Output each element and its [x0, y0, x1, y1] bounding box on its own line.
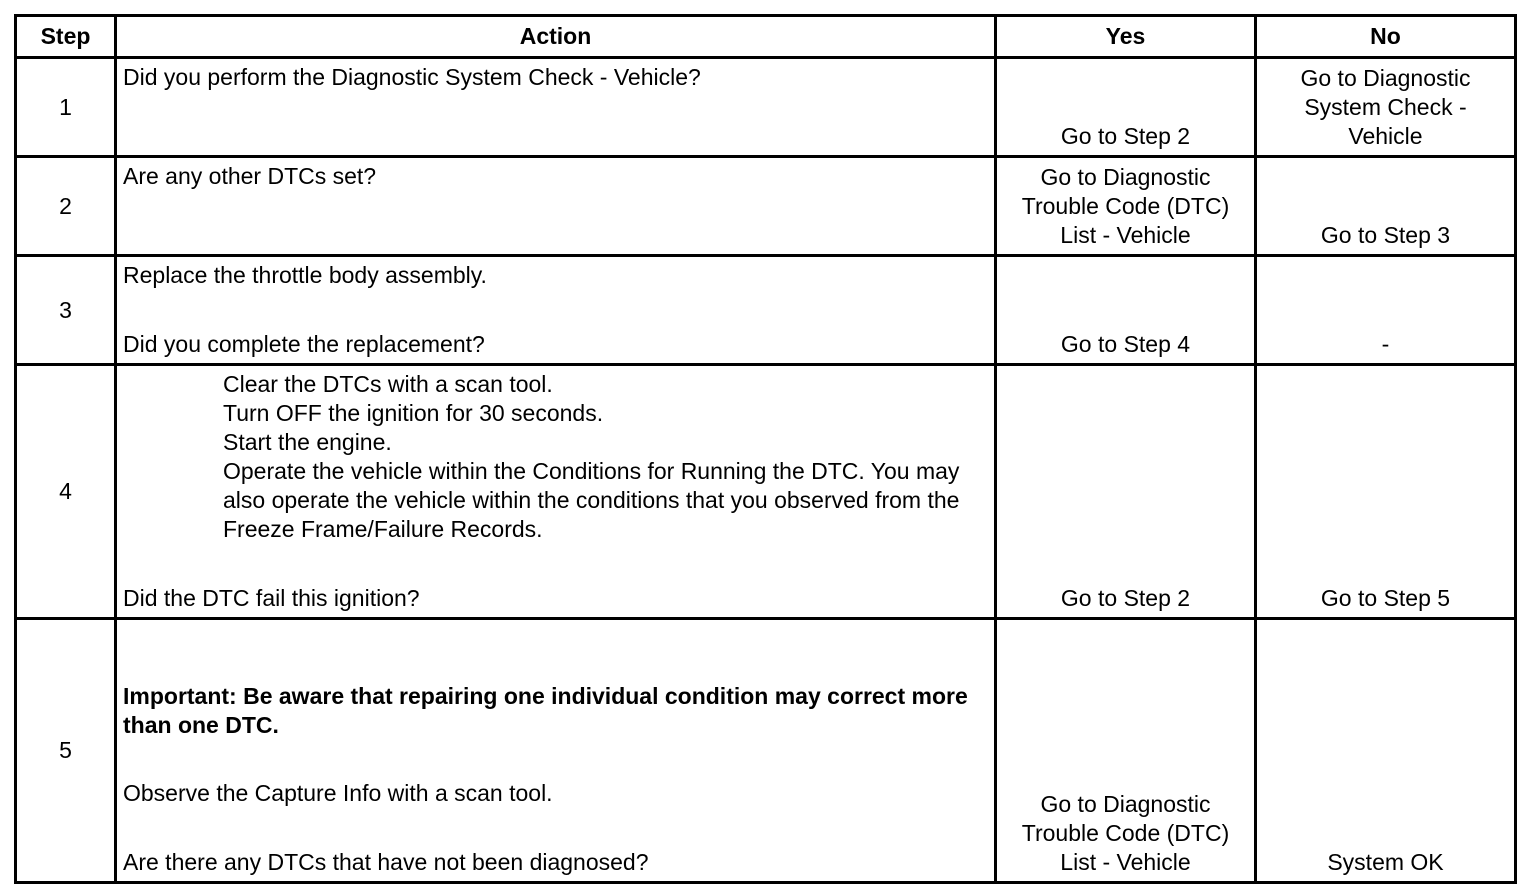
no-line: System OK	[1327, 849, 1444, 875]
no-cell	[1256, 619, 1516, 883]
spacer	[123, 624, 988, 682]
action-question: Did you perform the Diagnostic System Check - Vehicle?	[123, 64, 701, 90]
list-item: Turn OFF the ignition for 30 seconds.	[223, 400, 604, 426]
no-line: Go to Step 5	[1320, 585, 1451, 611]
header-no: No	[1256, 16, 1516, 58]
header-row	[16, 16, 1516, 58]
action-question: Are there any DTCs that have not been diagnosed?	[123, 849, 649, 875]
action-list	[123, 370, 988, 544]
yes-line: Go to Diagnostic	[1040, 791, 1211, 817]
action-content	[123, 370, 988, 613]
action-cell	[116, 58, 996, 157]
no-line: Go to Diagnostic	[1300, 65, 1471, 91]
action-cell	[116, 619, 996, 883]
spacer	[123, 290, 988, 330]
no-cell	[1256, 256, 1516, 365]
yes-line: Go to Step 4	[1060, 331, 1191, 357]
action-text: Observe the Capture Info with a scan tool.	[123, 780, 553, 806]
action-content	[123, 624, 988, 877]
action-question: Did you complete the replacement?	[123, 331, 485, 357]
spacer	[123, 808, 988, 848]
action-question: Did the DTC fail this ignition?	[123, 585, 420, 611]
no-cell	[1256, 157, 1516, 256]
no-line: -	[1381, 331, 1390, 357]
no-line: Vehicle	[1348, 123, 1423, 149]
spacer	[123, 740, 988, 779]
list-item: Start the engine.	[223, 429, 392, 455]
no-line: Go to Step 3	[1320, 222, 1451, 248]
yes-cell	[996, 58, 1256, 157]
step-number: 1	[16, 58, 116, 157]
yes-line: Go to Step 2	[1060, 123, 1191, 149]
header-step: Step	[16, 16, 116, 58]
yes-cell	[996, 157, 1256, 256]
yes-cell	[996, 365, 1256, 619]
action-cell	[116, 256, 996, 365]
table-row	[16, 619, 1516, 883]
step-number: 2	[16, 157, 116, 256]
yes-line: List - Vehicle	[1060, 849, 1191, 875]
yes-cell	[996, 619, 1256, 883]
yes-line: Go to Step 2	[1060, 585, 1191, 611]
action-content	[123, 261, 988, 359]
table-row	[16, 157, 1516, 256]
step-number: 5	[16, 619, 116, 883]
action-cell	[116, 157, 996, 256]
important-note: Important: Be aware that repairing one individual condition may correct more than one DTC.	[123, 683, 968, 738]
yes-line: List - Vehicle	[1060, 222, 1191, 248]
table-row	[16, 256, 1516, 365]
table-row	[16, 58, 1516, 157]
header-action: Action	[116, 16, 996, 58]
spacer	[123, 544, 988, 584]
no-cell	[1256, 58, 1516, 157]
step-number: 4	[16, 365, 116, 619]
action-question: Are any other DTCs set?	[123, 163, 377, 189]
yes-line: Go to Diagnostic	[1040, 164, 1211, 190]
list-item: Operate the vehicle within the Conditions for Running the DTC. You may also operate the vehicle within the conditions that you observed from the Freeze Frame/Failure Records.	[223, 458, 960, 542]
yes-line: Trouble Code (DTC)	[1021, 193, 1230, 219]
yes-line: Trouble Code (DTC)	[1021, 820, 1230, 846]
no-line: System Check -	[1304, 94, 1467, 120]
action-text: Replace the throttle body assembly.	[123, 262, 487, 288]
yes-cell	[996, 256, 1256, 365]
no-cell	[1256, 365, 1516, 619]
table-row	[16, 365, 1516, 619]
header-yes: Yes	[996, 16, 1256, 58]
step-number: 3	[16, 256, 116, 365]
list-item: Clear the DTCs with a scan tool.	[223, 371, 553, 397]
action-cell	[116, 365, 996, 619]
diagnostic-table	[14, 14, 1517, 884]
